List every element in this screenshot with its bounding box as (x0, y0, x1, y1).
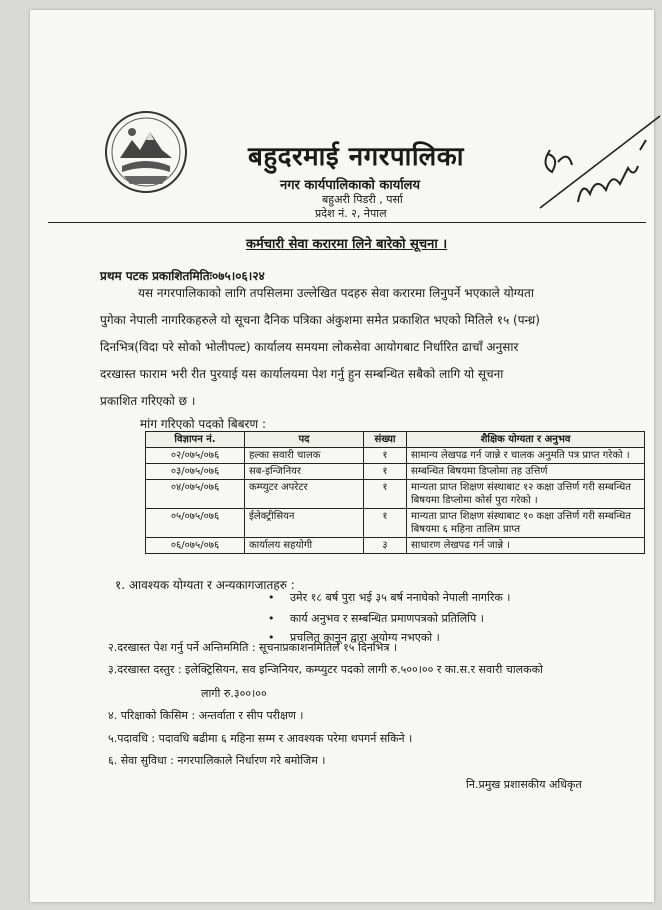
municipality-emblem-icon (104, 110, 188, 194)
table-row (146, 480, 645, 509)
table-caption: मांग गरिएको पदको बिबरण : (140, 417, 266, 431)
section-2-deadline: २.दरखास्त पेश गर्नु पर्ने अन्तिममिति : सूचनाप्रकाशनमितिले १५ दिनभित्र । (108, 641, 398, 654)
publish-date: प्रथम पटक प्रकाशितमितिः०७५।०६।२४ (100, 269, 265, 283)
office-name: नगर कार्यपालिकाको कार्यालय (280, 178, 421, 193)
section-5-tenure: ५.पदावधि : पदावधि बढीमा ६ महिना सम्म र आवश्यक परेमा थपगर्न सकिने । (108, 732, 413, 745)
cell-post: कम्प्युटर अपरेटर (245, 480, 364, 509)
handwritten-signature (520, 110, 662, 220)
section-3-fee-continued: लागी रु.३००।०० (201, 687, 267, 700)
notice-body (100, 280, 636, 415)
address-line-2: प्रदेश नं. २, नेपाल (315, 207, 387, 220)
cell-post: ईलेक्ट्रीसियन (245, 509, 364, 538)
body-line: यस नगरपालिकाको लागि तपसिलमा उल्लेखित पदहरु सेवा करारमा लिनुपर्ने भएकाले योग्यता (138, 286, 534, 300)
cell-count: १ (364, 448, 407, 464)
header-count: संख्या (364, 432, 407, 448)
cell-count: १ (364, 509, 407, 538)
header-ad-no: विज्ञापन नं. (146, 432, 245, 448)
cell-qualification: सम्बन्धित बिषयमा डिप्लोमा तह उत्तिर्ण (407, 464, 645, 480)
municipality-name: बहुदरमाई नगरपालिका (248, 142, 464, 172)
cell-post: हल्का सवारी चालक (245, 448, 364, 464)
cell-ad-no: ०३/०७५/०७६ (146, 464, 245, 480)
table-row (146, 538, 645, 554)
table-row (146, 509, 645, 538)
cell-qualification: मान्यता प्राप्त शिक्षण संस्थाबाट १० कक्षा उत्तिर्ण गरी सम्बन्धित बिषयमा ६ महिना तालिम प्राप्त (407, 509, 645, 538)
body-line: प्रकाशित गरिएको छ । (100, 394, 196, 408)
address-line-1: बहुअरी पिडरी , पर्सा (322, 193, 403, 206)
section-1-heading: १. आवश्यक योग्यता र अन्यकागजातहरु : (115, 578, 295, 592)
signatory-title: नि.प्रमुख प्रशासकीय अधिकृत (466, 778, 582, 791)
cell-count: ३ (364, 538, 407, 554)
requirement-item: • कार्य अनुभव र सम्बन्धित प्रमाणपत्रको प्रतिलिपि । (268, 612, 484, 625)
cell-ad-no: ०५/०७५/०७६ (146, 509, 245, 538)
cell-qualification: साधारण लेखपढ गर्न जान्ने । (407, 538, 645, 554)
header-qualification: शैक्षिक योग्यता र अनुभव (407, 432, 645, 448)
cell-count: १ (364, 464, 407, 480)
body-line: पुगेका नेपाली नागरिकहरुले यो सूचना दैनिक पत्रिका अंकुशमा समेत प्रकाशित भएको मितिले १५ (पन्ध्र) (100, 313, 540, 327)
cell-ad-no: ०२/०७५/०७६ (146, 448, 245, 464)
cell-post: सब-इन्जिनियर (245, 464, 364, 480)
section-3-fee: ३.दरखास्त दस्तुर : इलेक्ट्रिसियन, सव इन्जिनियर, कम्प्युटर पदको लागी रु.५००।०० र का.स.र सवारी चालकको (108, 663, 543, 676)
cell-ad-no: ०४/०७५/०७६ (146, 480, 245, 509)
header-divider (48, 222, 646, 223)
cell-post: कार्यालय सहयोगी (245, 538, 364, 554)
notice-paper (30, 10, 654, 902)
cell-qualification: सामान्य लेखपढ गर्न जान्ने र चालक अनुमति पत्र प्राप्त गरेको । (407, 448, 645, 464)
requirement-item: • प्रचलित कानून द्वारा अयोग्य नभएको । (268, 631, 440, 644)
cell-count: १ (364, 480, 407, 509)
notice-title: कर्मचारी सेवा करारमा लिने बारेको सूचना । (246, 237, 448, 252)
table-row (146, 464, 645, 480)
vacancy-table (145, 431, 645, 554)
body-line: दरखास्त फाराम भरी रीत पुरयाई यस कार्यालयमा पेश गर्नु हुन सम्बन्धित सबैको लागि यो सूचना (100, 367, 504, 381)
requirement-item: • उमेर १८ बर्ष पुरा भई ३५ बर्ष ननाघेको नेपाली नागरिक । (268, 591, 511, 604)
table-header-row (146, 432, 645, 448)
header-post: पद (245, 432, 364, 448)
table-row (146, 448, 645, 464)
section-4-exam: ४. परिक्षाको किसिम : अन्तर्वाता र सीप परीक्षण । (108, 709, 304, 722)
section-6-benefits: ६. सेवा सुविधा : नगरपालिकाले निर्धारण गरे बमोजिम । (108, 754, 326, 767)
cell-ad-no: ०६/०७५/०७६ (146, 538, 245, 554)
body-line: दिनभित्र(विदा परे सोको भोलीपल्ट) कार्यालय समयमा लोकसेवा आयोगबाट निर्धारित ढाचाँ अनुसार (100, 340, 519, 354)
cell-qualification: मान्यता प्राप्त शिक्षण संस्थाबाट १२ कक्षा उत्तिर्ण गरी सम्बन्धित बिषयमा डिप्लोमा कोर्स पुरा गरेको । (407, 480, 645, 509)
